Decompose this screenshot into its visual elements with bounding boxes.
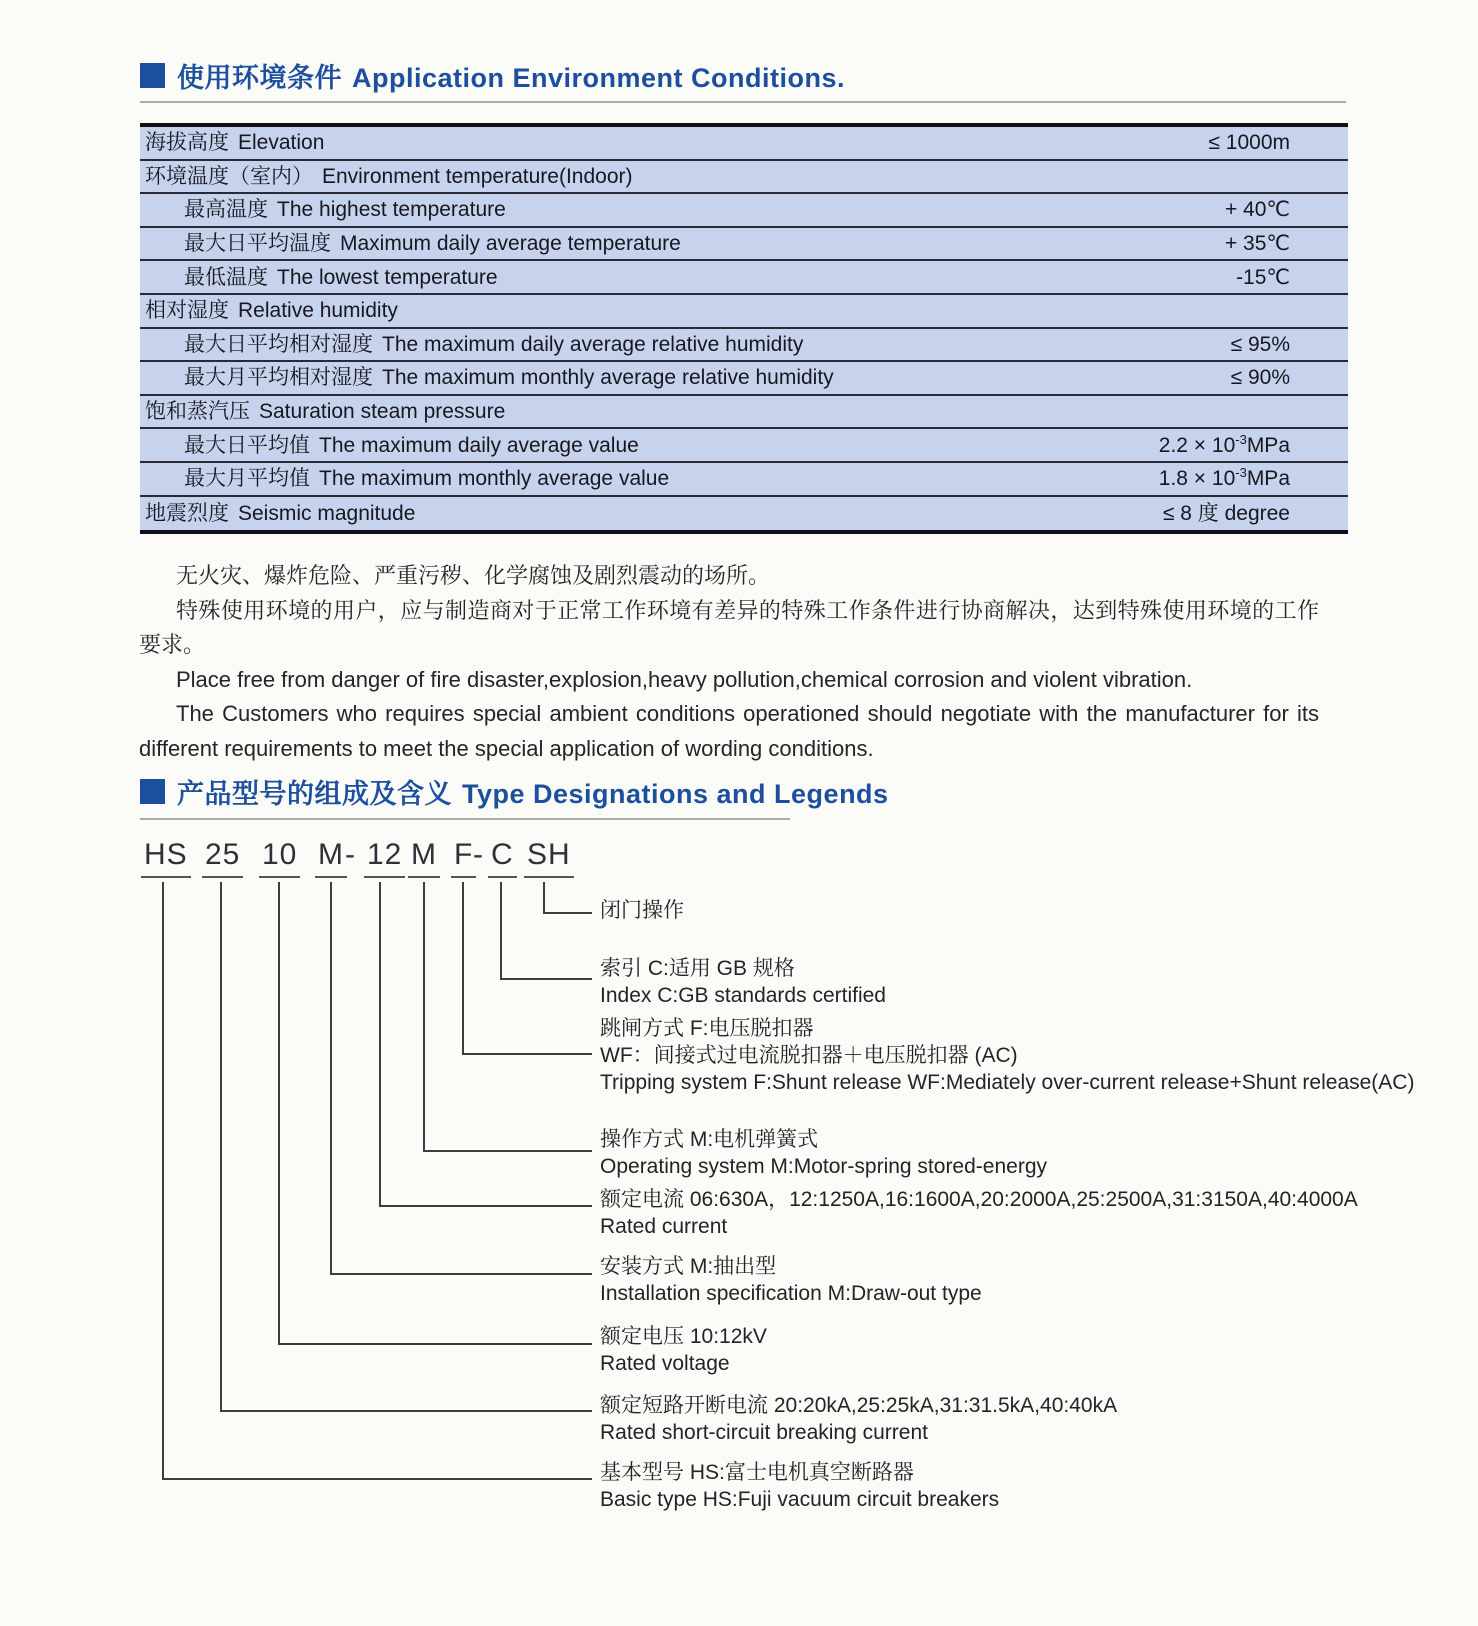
row-label-en: Maximum daily average temperature [340,232,681,256]
legend-rated-voltage: 额定电压 10:12kV Rated voltage [600,1325,767,1375]
code-segment-12: 12 [364,838,405,878]
section1-title-cn: 使用环境条件 [177,63,342,93]
row-value: + 35℃ [1224,232,1290,256]
diagram-line [162,1478,592,1480]
row-label-cn: 饱和蒸汽压 [145,400,250,424]
row-label-cn: 最大日平均温度 [184,232,331,256]
legend-installation: 安装方式 M:抽出型 Installation specification M:Draw-out type [600,1255,982,1305]
diagram-line [543,882,545,914]
row-label-cn: 相对湿度 [145,299,229,323]
section2-header [140,772,889,811]
code-separator: - [345,838,356,871]
section2-title [177,772,889,811]
note-paragraph: 无火灾、爆炸危险、严重污秽、化学腐蚀及剧烈震动的场所。 [176,563,771,588]
table-row [140,329,1348,363]
type-designation-diagram [140,838,1415,1544]
code-segment-m2: M [408,838,440,878]
row-value: ≤ 95% [1230,332,1290,356]
section2-title-en: Type Designations and Legends [462,779,889,809]
legend-breaking-current: 额定短路开断电流 20:20kA,25:25kA,31:31.5kA,40:40kA Rated short-circuit breaking current [600,1394,1118,1444]
code-segment-c: C [488,838,517,878]
row-label-cn: 最大日平均相对湿度 [184,332,373,356]
row-label-cn: 海拔高度 [145,131,229,155]
diagram-line [278,882,280,1345]
diagram-line [162,882,164,1480]
section2-title-cn: 产品型号的组成及含义 [177,779,452,809]
table-row [140,127,1348,161]
environment-conditions-table [140,123,1348,534]
diagram-line [423,882,425,1152]
diagram-line [220,1410,592,1412]
table-row [140,261,1348,295]
legend-rated-current: 额定电流 06:630A，12:1250A,16:1600A,20:2000A,25:2500A,31:3150A,40:4000A Rated current [600,1188,1358,1238]
diagram-line [500,978,592,980]
code-separator: - [473,838,484,871]
note-paragraph: The Customers who requires special ambient conditions operationed should negotiate with the manufacturer for its different requirements to meet the special application of wording conditions. [139,701,1319,761]
row-value: $1.8 \times 10^{-3}MPa$ [1158,465,1290,491]
section-marker-icon [140,63,165,88]
row-value: ≤ 1000m [1208,131,1290,155]
row-label-cn: 环境温度（室内） [145,164,313,188]
table-row [140,497,1348,531]
legend-basic-type: 基本型号 HS:富士电机真空断路器 Basic type HS:Fuji vacuum circuit breakers [600,1461,1000,1511]
table-row [140,362,1348,396]
row-label-en: The maximum daily average relative humidity [382,332,804,356]
table-row [140,295,1348,329]
diagram-line [330,1273,592,1275]
diagram-line [543,912,592,914]
code-segment-25: 25 [202,838,243,878]
section1-header [140,56,845,95]
table-row [140,429,1348,463]
table-row [140,228,1348,262]
row-label-en: Saturation steam pressure [259,400,506,424]
divider [140,101,1346,103]
code-segment-hs: HS [141,838,191,878]
code-segment-10: 10 [259,838,300,878]
diagram-line [500,882,502,980]
row-label-en: The maximum monthly average value [319,467,670,491]
table-row [140,463,1348,497]
row-label-en: The maximum daily average value [319,433,639,457]
row-label-cn: 最大日平均值 [184,433,310,457]
diagram-line [379,1205,592,1207]
row-label-cn: 最低温度 [184,265,268,289]
row-value: ≤ 90% [1230,366,1290,390]
row-label-en: The lowest temperature [277,265,498,289]
row-label-en: Relative humidity [238,299,398,323]
row-value: -15℃ [1236,265,1290,289]
code-segment-sh: SH [524,838,574,878]
row-value: ≤ 8 度 degree [1162,501,1290,525]
row-label-en: Environment temperature(Indoor) [322,164,633,188]
row-label-cn: 最大月平均值 [184,467,310,491]
note-paragraph: Place free from danger of fire disaster,explosion,heavy pollution,chemical corrosion and violent vibration. [176,666,1193,692]
code-segment-f: F [451,838,476,878]
row-label-cn: 地震烈度 [145,501,229,525]
diagram-line [278,1343,592,1345]
divider [140,818,790,820]
diagram-line [423,1150,592,1152]
legend-index: 索引 C:适用 GB 规格 Index C:GB standards certified [600,957,886,1007]
row-value: $2.2 \times 10^{-3}MPa$ [1158,431,1290,457]
diagram-line [379,882,381,1207]
code-segment-m1: M [315,838,347,878]
row-label-en: Seismic magnitude [238,501,416,525]
table-row [140,194,1348,228]
diagram-line [462,882,464,1055]
diagram-line [220,882,222,1412]
diagram-line [330,882,332,1275]
legend-tripping-system: 跳闸方式 F:电压脱扣器 WF：间接式过电流脱扣器＋电压脱扣器 (AC) Tripping system F:Shunt release WF:Mediately over-current release+Shunt release(AC) [600,1017,1415,1094]
table-row [140,161,1348,195]
row-label-en: The highest temperature [277,198,506,222]
note-paragraph: 特殊使用环境的用户，应与制造商对于正常工作环境有差异的特殊工作条件进行协商解决，达到特殊使用环境的工作要求。 [139,597,1319,657]
row-label-cn: 最大月平均相对湿度 [184,366,373,390]
table-row [140,396,1348,430]
section1-title [177,56,845,95]
section-marker-icon [140,779,165,804]
section1-title-en: Application Environment Conditions. [352,63,845,93]
legend-operating-system: 操作方式 M:电机弹簧式 Operating system M:Motor-spring stored-energy [600,1128,1047,1178]
diagram-line [462,1053,592,1055]
row-label-cn: 最高温度 [184,198,268,222]
legend-sh: 闭门操作 [600,899,684,922]
application-notes [139,559,1319,766]
row-value: + 40℃ [1224,198,1290,222]
row-label-en: Elevation [238,131,325,155]
row-label-en: The maximum monthly average relative humidity [382,366,834,390]
